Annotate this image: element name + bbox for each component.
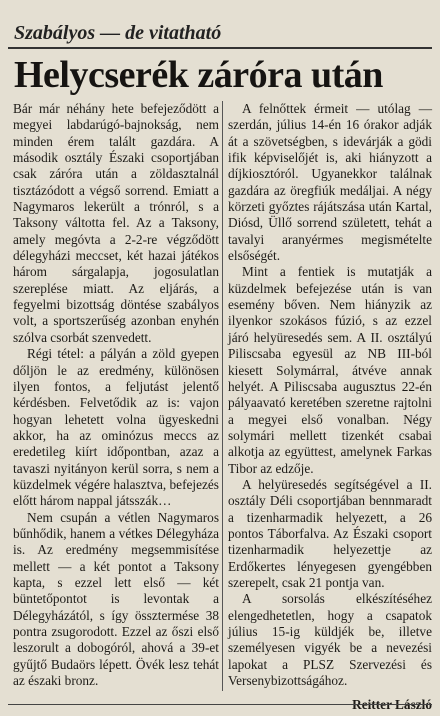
right-column bbox=[228, 101, 432, 714]
author-signature: Reitter László bbox=[352, 697, 432, 713]
bottom-rule bbox=[8, 704, 432, 705]
top-rule bbox=[8, 47, 432, 49]
paragraph: A felnőttek érmeit — utólag — szerdán, július 14-én 16 órakor adják át a szövetségben, s idevárják a gödi ifik képviselőjét is, aki hiányzott a díjkiosztóról. Ugyanekkor találnak gazdára az öregfiúk medáljai. A négy körzeti győztes rájátszása után Kartal, Diósd, Üllő sorrend született, tehát a tavalyi aranyérmes megismételte elsőségét. bbox=[228, 101, 432, 264]
paragraph: Mint a fentiek is mutatják a küzdelmek befejezése után is van esemény bőven. Nem hiányzik az ilyenkor szokásos fúzió, s az ezzel járó helyüresedés sem. A II. osztályú Piliscsaba egyesül az NB III-ból kiesett Solymárral, átvéve annak helyét. A Piliscsaba augusztus 22-én pályaavató keretében szeretne rajtolni a megyei első vonalban. Négy solymári mellett tizenkét csabai alkotja az együttest, amelynek Farkas Tibor az edzője. bbox=[228, 264, 432, 476]
paragraph: Bár már néhány hete befejeződött a megyei labdarúgó-bajnokság, nem minden érem talált gazdára. A második osztály Északi csoportjában csak záróra után a zöldasztalnál tisztázódott a végső sorrend. Emiatt a Nagymaros lekerült a trónról, s a Taksony váltotta fel. Az a Taksony, amely megóvta a 2-2-re végződött délegyházi meccset, két hazai játékos három sárgalapja, jogosulatlan szereplése miatt. Az eljárás, a fegyelmi bizottság döntése szabályos volt, a sportszerűség azonban enyhén szólva csorbát szenvedett. bbox=[13, 101, 219, 345]
paragraph: A sorsolás elkészítéséhez elengedhetetlen, hogy a csapatok július 15-ig küldjék be, illetve személyesen vigyék be a nevezési lapokat a PLSZ Szervezési és Versenybizottságához. bbox=[228, 591, 432, 689]
article-headline: Helycserék záróra után bbox=[14, 54, 383, 96]
paragraph: Nem csupán a vétlen Nagymaros bűnhődik, hanem a vétkes Délegyháza is. Az eredmény megsemmisítése mellett — a két pontot a Taksony kapta, s ezzel lett első — két büntetőpontot is levontak a Délegyházától, s így össztermése 38 pontra zsugorodott. Ezzel az őszi első leszorult a dobogóról, ahová a 39-et gyűjtő Budaörs lépett. Övék lesz tehát az északi bronz. bbox=[13, 509, 219, 689]
left-column bbox=[13, 101, 219, 689]
column-divider bbox=[222, 101, 223, 691]
paragraph: Régi tétel: a pályán a zöld gyepen dőljön le az eredmény, különösen ilyen fontos, a feljutást jelentő kérdésben. Felvetődik az is: vajon hogyan lehetett volna ügyeskedni akkor, ha az ominózus meccs az eredetileg kiírt időpontban, azaz a tavaszi nyitányon kerül sorra, s nem a küzdelmek végére halasztva, befejezés előtt három nappal játsszák… bbox=[13, 346, 219, 509]
article-kicker: Szabályos — de vitatható bbox=[14, 22, 222, 44]
paragraph: A helyüresedés segítségével a II. osztály Déli csoportjában bennmaradt a tizenharmadik helyezett, a 26 pontos Táborfalva. Az Északi csoport tizenharmadik helyezettje az Erdőkertes lényegesen gyengébben szerepelt, csak 21 pontja van. bbox=[228, 476, 432, 590]
